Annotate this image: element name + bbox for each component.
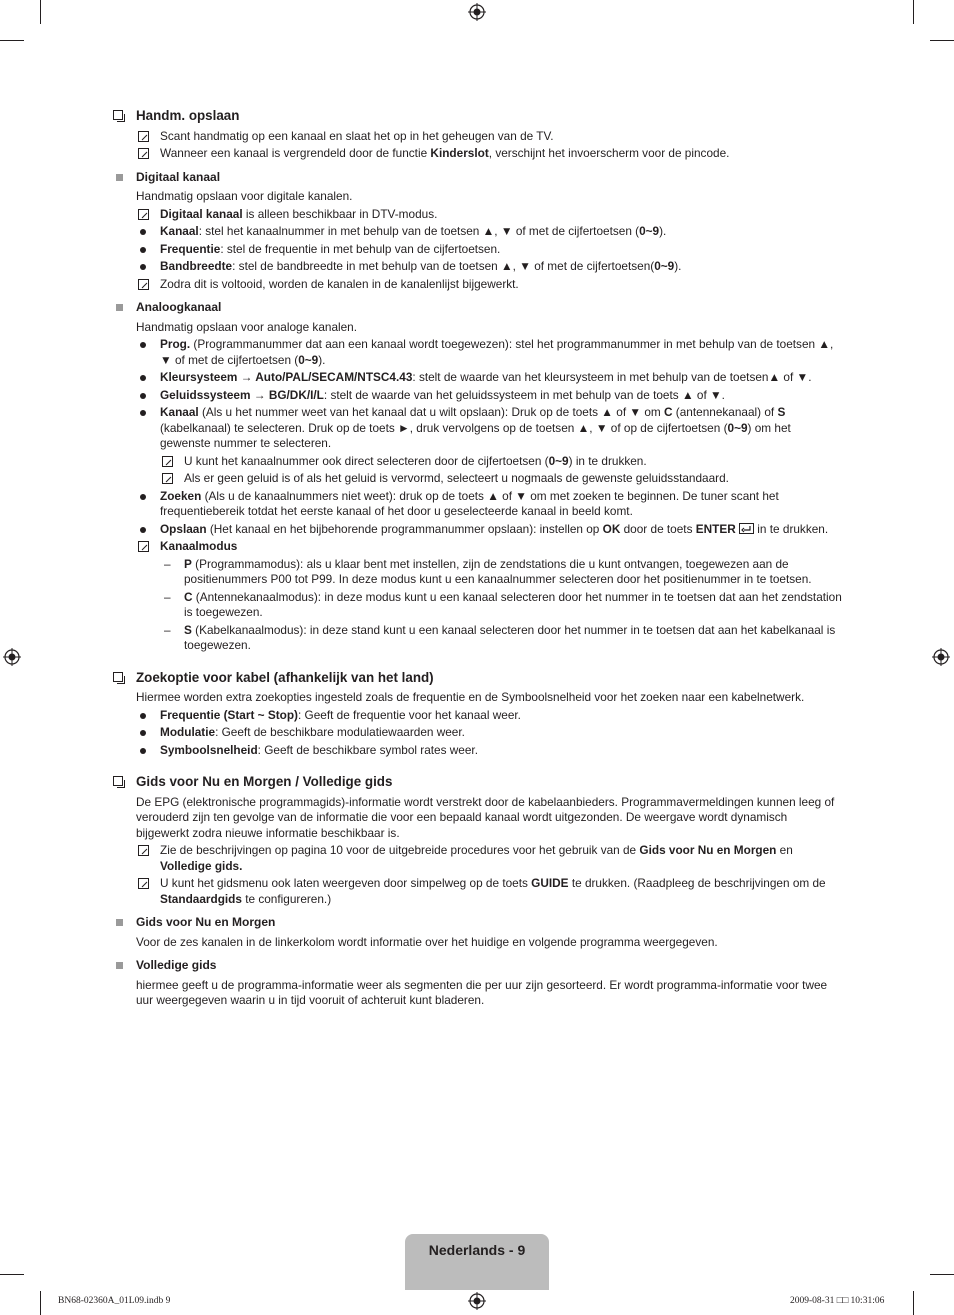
text: ). <box>674 259 682 273</box>
text: : stel de frequentie in met behulp van de cijfertoetsen. <box>220 241 501 256</box>
bullet-icon <box>140 375 146 381</box>
bold-term: S <box>777 405 786 419</box>
bold-term: Kleursysteem → Auto/PAL/SECAM/NTSC4.43 <box>160 370 413 384</box>
subheading-text: Gids voor Nu en Morgen <box>136 915 276 929</box>
crop-mark <box>913 1291 914 1315</box>
bullet-icon <box>140 494 146 500</box>
subsection-heading <box>110 958 842 974</box>
square-bullet-icon <box>116 919 123 926</box>
subsection-heading <box>110 915 842 931</box>
bold-term: C <box>664 405 673 419</box>
bullet-icon <box>140 410 146 416</box>
bold-term: Opslaan <box>160 521 207 536</box>
text: ). <box>318 352 326 367</box>
manual-content <box>110 108 842 1011</box>
text: (Antennekanaalmodus): in deze modus kunt u een kanaal selecteren door het nummer in te toetsen dat aan het zendstation is toegewezen. <box>184 589 842 619</box>
text: : stelt de waarde van het geluidssysteem in met behulp van de toets ▲ of ▼. <box>323 387 725 402</box>
bullet-item <box>110 337 842 368</box>
bold-term: 0~9 <box>639 224 660 238</box>
dash-item <box>110 557 842 588</box>
text: U kunt het gidsmenu ook laten weergeven door simpelweg op de toets <box>160 876 532 890</box>
crop-mark <box>40 0 41 24</box>
note <box>110 277 842 293</box>
bullet-icon <box>140 229 146 235</box>
dash-icon: – <box>164 589 171 604</box>
registration-mark-icon <box>3 648 21 666</box>
square-bullet-icon <box>116 304 123 311</box>
bold-term: Geluidssysteem → BG/DK/I/L <box>160 387 324 402</box>
text: : Geeft de beschikbare symbol rates weer. <box>257 742 478 757</box>
bold-term: GUIDE <box>531 876 569 890</box>
bold-term: Kinderslot <box>430 146 489 160</box>
subheading-text: Analoogkanaal <box>136 300 222 314</box>
bullet-item <box>110 725 842 741</box>
note <box>110 454 842 470</box>
note-icon <box>138 541 149 552</box>
bullet-item <box>110 370 842 386</box>
bold-term: Kanaalmodus <box>160 539 238 553</box>
bullet-item <box>110 743 842 759</box>
bullet-item <box>110 388 842 404</box>
bold-term: P <box>184 556 192 571</box>
bullet-icon <box>140 393 146 399</box>
bold-term: Symboolsnelheid <box>160 742 258 757</box>
bullet-icon <box>140 264 146 270</box>
bold-term: 0~9 <box>548 453 569 468</box>
heading-text: Gids voor Nu en Morgen / Volledige gids <box>136 774 393 789</box>
text: ) in te drukken. <box>568 453 647 468</box>
bold-term: Digitaal kanaal <box>160 206 243 221</box>
text: (Programmamodus): als u klaar bent met instellen, zijn de zendstations die u kunt ontvangen, toegewezen aan de positienummers P00 tot P99. In deze modus kunt u een kanaalnummer selecteren door het positienummer in te toetsen. <box>184 556 812 586</box>
section-heading <box>110 774 842 790</box>
note-icon <box>138 131 149 142</box>
text: , verschijnt het invoerscherm voor de pincode. <box>488 146 730 160</box>
bullet-item <box>110 405 842 452</box>
bullet-icon <box>140 342 146 348</box>
checkbox-icon <box>113 776 123 786</box>
note-icon <box>162 456 173 467</box>
text: te configureren.) <box>241 891 332 906</box>
note <box>110 843 842 874</box>
bullet-item <box>110 708 842 724</box>
crop-mark <box>0 1274 24 1275</box>
paragraph: Voor de zes kanalen in de linkerkolom wordt informatie over het huidige en volgende programma weergegeven. <box>136 934 718 949</box>
crop-mark <box>930 1274 954 1275</box>
subheading-text: Digitaal kanaal <box>136 169 221 184</box>
text: Wanneer een kanaal is vergrendeld door de functie <box>160 146 431 160</box>
note-icon <box>138 845 149 856</box>
bullet-icon <box>140 730 146 736</box>
footer-filename: BN68-02360A_01L09.indb 9 <box>58 1296 171 1306</box>
text: (kabelkanaal) te selecteren. Druk op de toets ►, druk vervolgens op de toetsen ▲, ▼ of op de cijfertoetsen ( <box>160 420 728 435</box>
heading-text: Handm. opslaan <box>136 108 240 123</box>
text: (Programmanummer dat aan een kanaal wordt toegewezen): stel het programmanummer in met behulp van de toetsen ▲, ▼ of met de cijfertoetsen ( <box>160 337 834 367</box>
note <box>110 876 842 907</box>
text: te drukken. (Raadpleeg de beschrijvingen om de <box>568 876 826 890</box>
dash-item <box>110 623 842 654</box>
note <box>110 146 842 162</box>
note-text: Als er geen geluid is of als het geluid is vervormd, selecteert u nogmaals de gewenste geluidsstandaard. <box>184 471 729 485</box>
bullet-icon <box>140 527 146 533</box>
text: : Geeft de frequentie voor het kanaal weer. <box>297 707 521 722</box>
bold-term: OK <box>602 521 621 536</box>
paragraph: Hiermee worden extra zoekopties ingesteld zoals de frequentie en de Symboolsnelheid voor het zoeken naar een kabelnetwerk. <box>136 690 805 704</box>
bullet-icon <box>140 713 146 719</box>
note <box>110 471 842 487</box>
bold-term: Frequentie (Start ~ Stop) <box>160 707 298 722</box>
note-icon <box>138 148 149 159</box>
text: : Geeft de beschikbare modulatiewaarden weer. <box>215 725 465 739</box>
bold-term: ENTER <box>695 521 736 536</box>
section-heading <box>110 108 842 124</box>
bold-term: Frequentie <box>160 241 221 256</box>
bold-term: S <box>184 622 192 637</box>
subsection-heading <box>110 170 842 186</box>
bold-term: Zoeken <box>160 488 202 503</box>
text: door de toets <box>620 521 696 536</box>
bullet-icon <box>140 247 146 253</box>
bullet-item <box>110 242 842 258</box>
paragraph: hiermee geeft u de programma-informatie weer als segmenten die per uur zijn gesorteerd. Er wordt programma-informatie voor twee uur weergegeven waarin u in tijd vooruit of achteruit kunt bladeren. <box>136 977 828 1007</box>
square-bullet-icon <box>116 962 123 969</box>
text: is alleen beschikbaar in DTV-modus. <box>242 206 438 221</box>
page-number: Nederlands - 9 <box>428 1242 526 1258</box>
crop-mark <box>0 40 24 41</box>
dash-icon: – <box>164 556 171 571</box>
bold-term: Prog. <box>160 337 191 351</box>
note <box>110 129 842 145</box>
dash-icon: – <box>164 622 171 637</box>
crop-mark <box>40 1291 41 1315</box>
crop-mark <box>913 0 914 24</box>
footer-timestamp: 2009-08-31 □□ 10:31:06 <box>790 1296 885 1306</box>
subheading-text: Volledige gids <box>136 958 217 972</box>
heading-text: Zoekoptie voor kabel (afhankelijk van het land) <box>136 669 434 685</box>
text: : stelt de waarde van het kleursysteem in met behulp van de toetsen▲ of ▼. <box>412 370 812 384</box>
registration-mark-icon <box>468 1292 486 1310</box>
bold-term: Kanaal <box>160 405 199 419</box>
text: (Als u de kanaalnummers niet weet): druk op de toets ▲ of ▼ om met zoeken te beginnen. De tuner scant het frequentiebereik totdat het eerste kanaal of het door u geselecteerde kanaal in beeld komt. <box>160 488 779 518</box>
bold-term: C <box>184 589 193 604</box>
paragraph: De EPG (elektronische programmagids)-informatie wordt verstrekt door de kabelaanbieders. Programmavermeldingen kunnen leeg of verouderd zijn ten gevolge van de informatie die voor een bepaald kanaal wordt uitgezonden. De weergave wordt dynamisch bijgewerkt zodra nieuwe informatie beschikbaar is. <box>136 794 835 840</box>
checkbox-icon <box>113 672 123 682</box>
section-heading <box>110 670 842 686</box>
text: (antennekanaal) of <box>672 405 778 419</box>
bold-term: Modulatie <box>160 725 216 739</box>
text: en <box>776 843 793 857</box>
bold-term: 0~9 <box>727 420 748 435</box>
checkbox-icon <box>113 110 123 120</box>
page-number-tab <box>405 1234 549 1290</box>
note-icon <box>138 209 149 220</box>
subsection-heading <box>110 300 842 316</box>
bold-term: Kanaal <box>160 224 199 238</box>
paragraph: Handmatig opslaan voor analoge kanalen. <box>136 319 358 334</box>
text: (Als u het nummer weet van het kanaal dat u wilt opslaan): Druk op de toets ▲ of ▼ om <box>198 405 664 419</box>
text: ). <box>659 224 667 238</box>
registration-mark-icon <box>932 648 950 666</box>
bullet-item <box>110 224 842 240</box>
note <box>110 207 842 223</box>
square-bullet-icon <box>116 174 123 181</box>
bold-term: 0~9 <box>654 259 675 273</box>
note-icon <box>138 279 149 290</box>
registration-mark-icon <box>468 3 486 21</box>
bullet-item <box>110 522 842 538</box>
text: (Het kanaal en het bijbehorende programmanummer opslaan): instellen op <box>206 521 603 536</box>
bold-term: Bandbreedte <box>160 259 233 273</box>
crop-mark <box>930 40 954 41</box>
note-text: Scant handmatig op een kanaal en slaat het op in het geheugen van de TV. <box>160 128 554 143</box>
text: : stel de bandbreedte in met behulp van de toetsen ▲, ▼ of met de cijfertoetsen( <box>232 259 655 273</box>
text: Zie de beschrijvingen op pagina 10 voor de uitgebreide procedures voor het gebruik van de <box>160 843 640 857</box>
bold-term: Gids voor Nu en Morgen <box>639 843 777 857</box>
bold-term: Standaardgids <box>160 891 242 906</box>
bold-term: Volledige gids. <box>160 858 243 873</box>
text: U kunt het kanaalnummer ook direct selecteren door de cijfertoetsen ( <box>184 453 549 468</box>
text: (Kabelkanaalmodus): in deze stand kunt u een kanaal selecteren door het nummer in te toetsen dat aan het kabelkanaal is toegewezen. <box>184 622 836 652</box>
paragraph: Handmatig opslaan voor digitale kanalen. <box>136 189 353 203</box>
text: : stel het kanaalnummer in met behulp van de toetsen ▲, ▼ of met de cijfertoetsen ( <box>198 224 640 238</box>
bullet-icon <box>140 748 146 754</box>
enter-key-icon <box>739 523 754 534</box>
note-icon <box>162 473 173 484</box>
remote-note-icon <box>138 878 149 889</box>
bold-term: 0~9 <box>298 352 319 367</box>
note-text: Zodra dit is voltooid, worden de kanalen in de kanalenlijst bijgewerkt. <box>160 276 519 291</box>
dash-item <box>110 590 842 621</box>
note <box>110 539 842 555</box>
bullet-item <box>110 259 842 275</box>
text: ) om het gewenste nummer te selecteren. <box>160 420 791 450</box>
text: in te drukken. <box>754 521 829 536</box>
bullet-item <box>110 489 842 520</box>
